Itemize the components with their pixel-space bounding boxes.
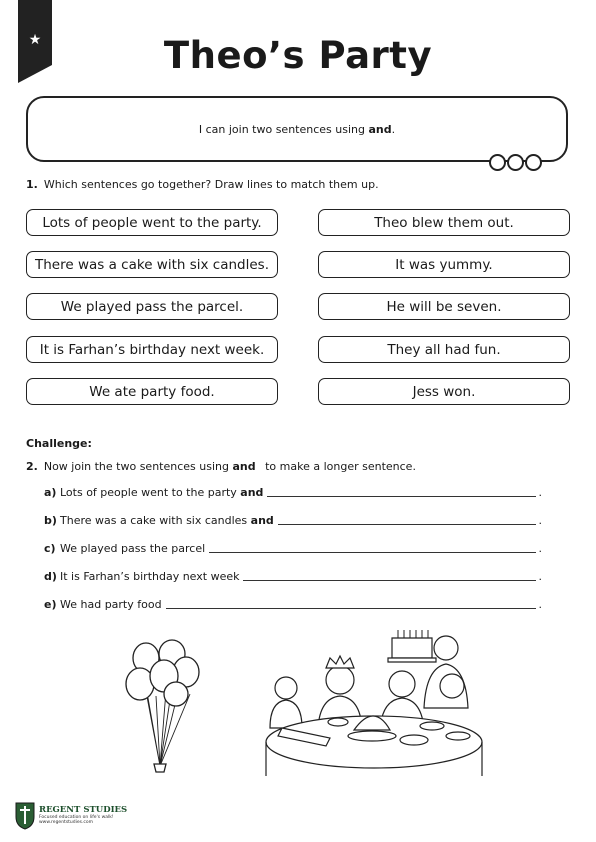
party-table-illustration [262, 618, 484, 778]
challenge-item-e: e) We had party food . [44, 598, 542, 611]
challenge-item-a: a) Lots of people went to the party and . [44, 486, 542, 499]
left-sentence-box: Lots of people went to the party. [26, 209, 278, 236]
answer-line[interactable] [166, 598, 536, 609]
challenge-item-c: c) We played pass the parcel . [44, 542, 542, 555]
challenge-heading: Challenge: [26, 437, 92, 450]
right-sentence-box: He will be seven. [318, 293, 570, 320]
answer-line[interactable] [278, 514, 536, 525]
right-sentence-box: It was yummy. [318, 251, 570, 278]
left-sentence-box: It is Farhan’s birthday next week. [26, 336, 278, 363]
shield-icon [14, 800, 36, 830]
answer-line[interactable] [209, 542, 535, 553]
learning-objective: I can join two sentences using and. [198, 123, 396, 136]
page-title: Theo’s Party [163, 34, 433, 77]
left-sentence-box: We ate party food. [26, 378, 278, 405]
balloons-illustration [120, 636, 210, 776]
learning-objective-box [26, 96, 568, 162]
question-2: 2. Now join the two sentences using and to make a longer sentence. [26, 460, 416, 473]
star-icon: ★ [28, 32, 42, 48]
challenge-item-d: d) It is Farhan’s birthday next week . [44, 570, 542, 583]
answer-line[interactable] [267, 486, 535, 497]
decorative-circles [489, 154, 542, 171]
regent-studies-logo: REGENT STUDIES Focused education on life's walk! www.regentstudies.com [14, 800, 127, 830]
answer-line[interactable] [243, 570, 535, 581]
left-sentence-box: We played pass the parcel. [26, 293, 278, 320]
challenge-item-b: b) There was a cake with six candles and . [44, 514, 542, 527]
question-1: 1. Which sentences go together? Draw lines to match them up. [26, 178, 379, 191]
right-sentence-box: Theo blew them out. [318, 209, 570, 236]
left-sentence-box: There was a cake with six candles. [26, 251, 278, 278]
right-sentence-box: Jess won. [318, 378, 570, 405]
right-sentence-box: They all had fun. [318, 336, 570, 363]
